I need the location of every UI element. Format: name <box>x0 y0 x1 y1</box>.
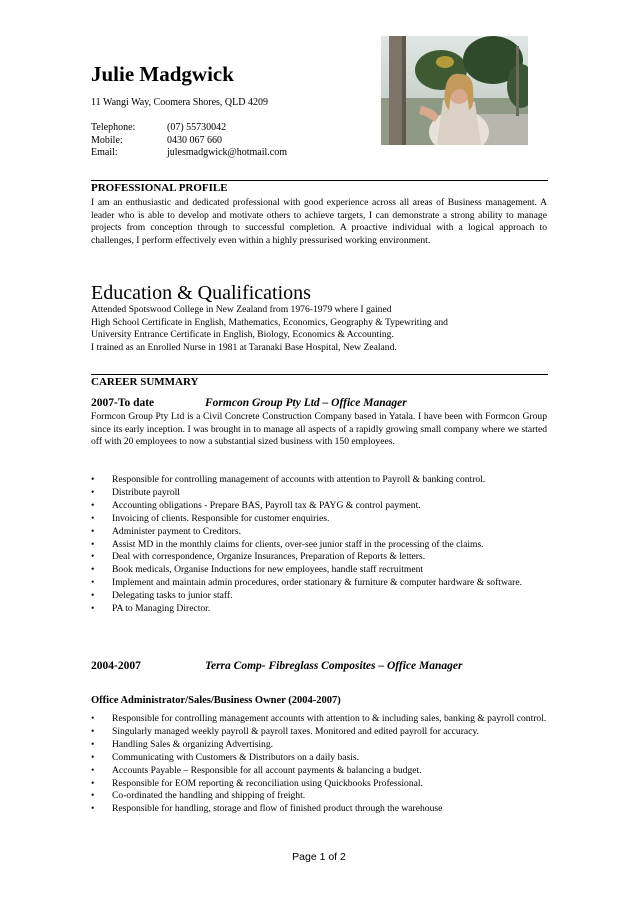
list-item: • Communicating with Customers & Distributors on a daily basis. <box>91 751 360 763</box>
list-item: • Delegating tasks to junior staff. <box>91 590 233 602</box>
bullet-icon: • <box>91 603 95 615</box>
education-line: University Entrance Certificate in English, Biology, Economics & Accounting. <box>91 329 394 340</box>
contact-email <box>91 147 287 160</box>
contact-value: 0430 067 660 <box>167 134 222 146</box>
job2-heading <box>91 660 463 672</box>
list-item: • Assist MD in the monthly claims for clients, over-see junior staff in the processing of the claims. <box>91 538 484 550</box>
section-divider <box>91 180 548 181</box>
profile-photo <box>381 36 528 145</box>
bullet-icon: • <box>91 577 95 589</box>
education-section-title: Education & Qualifications <box>91 282 311 304</box>
bullet-icon: • <box>91 525 95 537</box>
bullet-icon: • <box>91 538 95 550</box>
list-item: • Administer payment to Creditors. <box>91 525 241 537</box>
job2-title: Terra Comp- Fibreglass Composites – Office Manager <box>205 660 463 672</box>
page-number: Page 1 of 2 <box>292 851 346 863</box>
list-item: • Deal with correspondence, Organize Insurances, Preparation of Reports & letters. <box>91 551 426 563</box>
list-item: • Book medicals, Organise Inductions for new employees, handle staff recruitment <box>91 564 424 576</box>
list-item: • Accounting obligations - Prepare BAS, Payroll tax & PAYG & control payment. <box>91 499 421 511</box>
bullet-icon: • <box>91 486 95 498</box>
list-item: • Distribute payroll <box>91 486 180 498</box>
profile-section-title: PROFESSIONAL PROFILE <box>91 182 228 194</box>
bullet-icon: • <box>91 764 95 776</box>
contact-label: Mobile: <box>91 134 123 146</box>
profile-photo-image <box>381 36 528 145</box>
education-line: Attended Spotswood College in New Zealand from 1976-1979 where I gained <box>91 304 392 315</box>
contact-label: Telephone: <box>91 122 136 133</box>
candidate-name: Julie Madgwick <box>91 62 234 86</box>
list-item: • Invoicing of clients. Responsible for customer enquiries. <box>91 512 330 524</box>
career-section-title: CAREER SUMMARY <box>91 376 199 388</box>
job1-bullet-list <box>91 474 547 616</box>
bullet-icon: • <box>91 512 95 524</box>
bullet-icon: • <box>91 474 95 485</box>
job2-date: 2004-2007 <box>91 660 141 672</box>
education-lines <box>91 304 547 354</box>
contact-value: (07) 55730042 <box>167 122 227 133</box>
list-item: • Responsible for EOM reporting & reconciliation using Quickbooks Professional. <box>91 777 423 789</box>
bullet-icon: • <box>91 590 95 602</box>
list-item: • Handling Sales & organizing Advertising. <box>91 738 274 750</box>
education-line: I trained as an Enrolled Nurse in 1981 at Taranaki Base Hospital, New Zealand. <box>91 341 397 353</box>
section-divider <box>91 374 548 375</box>
job2-bullet-list <box>91 713 547 816</box>
list-item: • Singularly managed weekly payroll & payroll taxes. Monitored and edited payroll for accuracy. <box>91 725 480 737</box>
job1-description: Formcon Group Pty Ltd is a Civil Concrete Construction Company based in Yatala. I have been with Formcon Group since its early inception. I was brought in to manage all aspects of a rapidly growing small company where we started off with 20 employees to now a substantial sized business with 150 employees. <box>91 411 547 447</box>
bullet-icon: • <box>91 713 95 724</box>
bullet-icon: • <box>91 564 95 576</box>
bullet-icon: • <box>91 499 95 511</box>
list-item: • Responsible for controlling management of accounts with attention to Payroll & banking control. <box>91 474 486 485</box>
bullet-icon: • <box>91 803 95 815</box>
bullet-icon: • <box>91 725 95 737</box>
job2-subtitle: Office Administrator/Sales/Business Owner (2004-2007) <box>91 695 341 706</box>
list-item: • PA to Managing Director. <box>91 603 211 615</box>
list-item: • Co-ordinated the handling and shipping of freight. <box>91 790 306 802</box>
bullet-icon: • <box>91 777 95 789</box>
contact-block <box>91 122 287 160</box>
bullet-icon: • <box>91 738 95 750</box>
list-item: • Accounts Payable – Responsible for all account payments & balancing a budget. <box>91 764 422 776</box>
contact-mobile <box>91 135 287 148</box>
job1-date: 2007-To date <box>91 397 155 409</box>
job1-heading <box>91 397 407 409</box>
profile-text: I am an enthusiastic and dedicated professional with good experience across all areas of Business management. A leader who is able to develop and motivate others to achieve targets, I can demonstrate a strong ability to manage projects from conception through to successful completion. A proactive individual with a logical approach to challenges, I perform effectively even within a highly pressurised working environment. <box>91 197 547 246</box>
job1-title: Formcon Group Pty Ltd – Office Manager <box>205 397 407 409</box>
contact-value: julesmadgwick@hotmail.com <box>167 147 288 158</box>
contact-telephone <box>91 122 287 135</box>
bullet-icon: • <box>91 751 95 763</box>
education-line: High School Certificate in English, Mathematics, Economics, Geography & Typewriting and <box>91 316 448 328</box>
address: 11 Wangi Way, Coomera Shores, QLD 4209 <box>91 97 268 108</box>
bullet-icon: • <box>91 790 95 802</box>
list-item: • Responsible for handling, storage and flow of finished product through the warehouse <box>91 803 443 815</box>
list-item: • Implement and maintain admin procedures, order stationary & furniture & computer hardware & software. <box>91 577 522 589</box>
contact-label: Email: <box>91 147 118 158</box>
list-item: • Responsible for controlling management accounts with attention to & including sales, banking & payroll control. <box>91 713 547 724</box>
bullet-icon: • <box>91 551 95 563</box>
